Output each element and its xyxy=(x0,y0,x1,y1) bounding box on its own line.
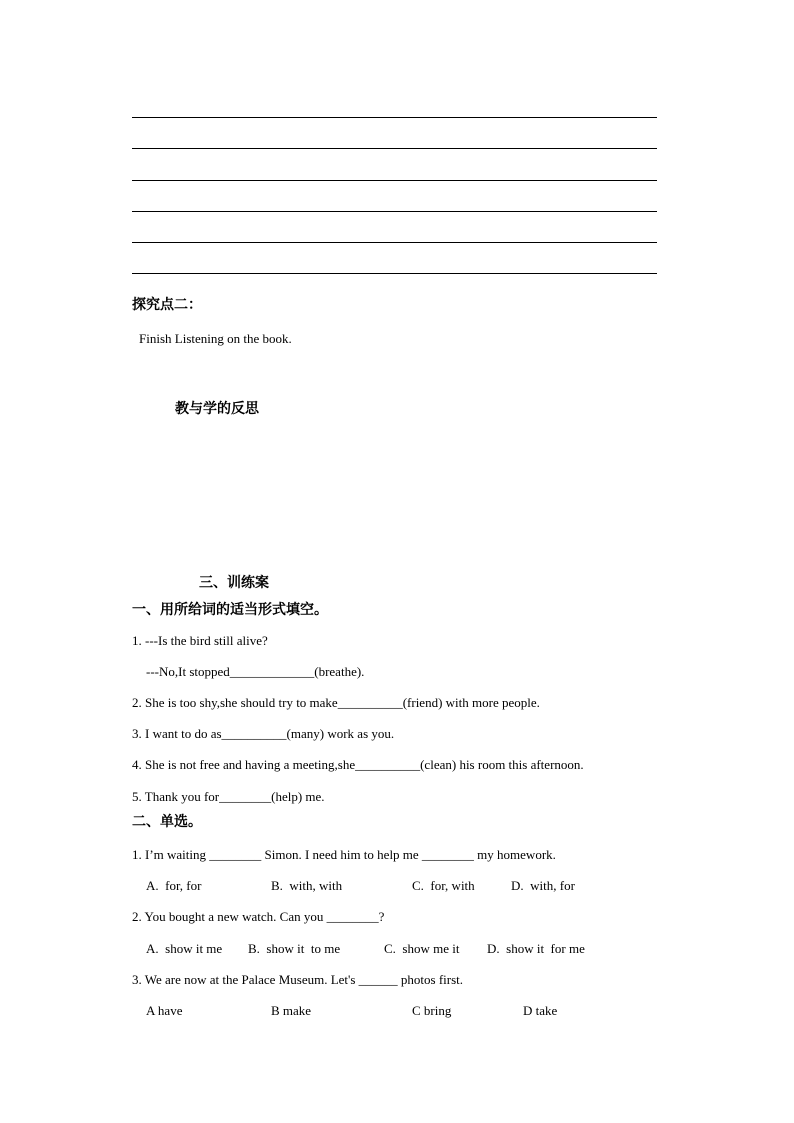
mc-question-3-option-d: D take xyxy=(523,1003,558,1018)
fill-item-1-question: 1. ---Is the bird still alive? xyxy=(132,633,268,648)
fill-item-3: 3. I want to do as__________(many) work as you. xyxy=(132,726,395,741)
section-2-heading: 二、单选。 xyxy=(132,814,202,830)
mc-question-2-stem: 2. You bought a new watch. Can you ________? xyxy=(132,909,385,924)
mc-question-2-option-d: D. show it for me xyxy=(487,941,585,956)
fill-item-2: 2. She is too shy,she should try to make__________(friend) with more people. xyxy=(132,695,540,710)
mc-question-2-option-a: A. show it me xyxy=(146,941,223,956)
mc-question-2-option-c: C. show me it xyxy=(384,941,460,956)
mc-question-3-stem: 3. We are now at the Palace Museum. Let's ______ photos first. xyxy=(132,972,464,987)
reflection-heading: 教与学的反思 xyxy=(175,401,259,417)
explore-point-2-heading: 探究点二： xyxy=(132,297,202,313)
mc-question-1-option-a: A. for, for xyxy=(146,878,202,893)
fill-item-4: 4. She is not free and having a meeting,she__________(clean) his room this afternoon. xyxy=(132,757,584,772)
answer-line xyxy=(132,180,657,181)
mc-question-3-option-c: C bring xyxy=(412,1003,452,1018)
mc-question-1-option-b: B. with, with xyxy=(271,878,343,893)
mc-question-1-option-d: D. with, for xyxy=(511,878,575,893)
mc-question-1-option-c: C. for, with xyxy=(412,878,475,893)
training-title: 三、训练案 xyxy=(199,575,269,591)
answer-line xyxy=(132,148,657,149)
mc-question-1-stem: 1. I’m waiting ________ Simon. I need him to help me ________ my homework. xyxy=(132,847,556,862)
fill-item-1-answer: ---No,It stopped_____________(breathe). xyxy=(146,664,365,679)
answer-line xyxy=(132,211,657,212)
answer-line xyxy=(132,117,657,118)
mc-question-3-option-a: A have xyxy=(146,1003,183,1018)
fill-item-5: 5. Thank you for________(help) me. xyxy=(132,789,325,804)
section-1-heading: 一、用所给词的适当形式填空。 xyxy=(132,602,328,618)
mc-question-2-option-b: B. show it to me xyxy=(248,941,341,956)
answer-line xyxy=(132,242,657,243)
answer-line xyxy=(132,273,657,274)
explore-point-2-text: Finish Listening on the book. xyxy=(139,331,292,346)
mc-question-3-option-b: B make xyxy=(271,1003,312,1018)
